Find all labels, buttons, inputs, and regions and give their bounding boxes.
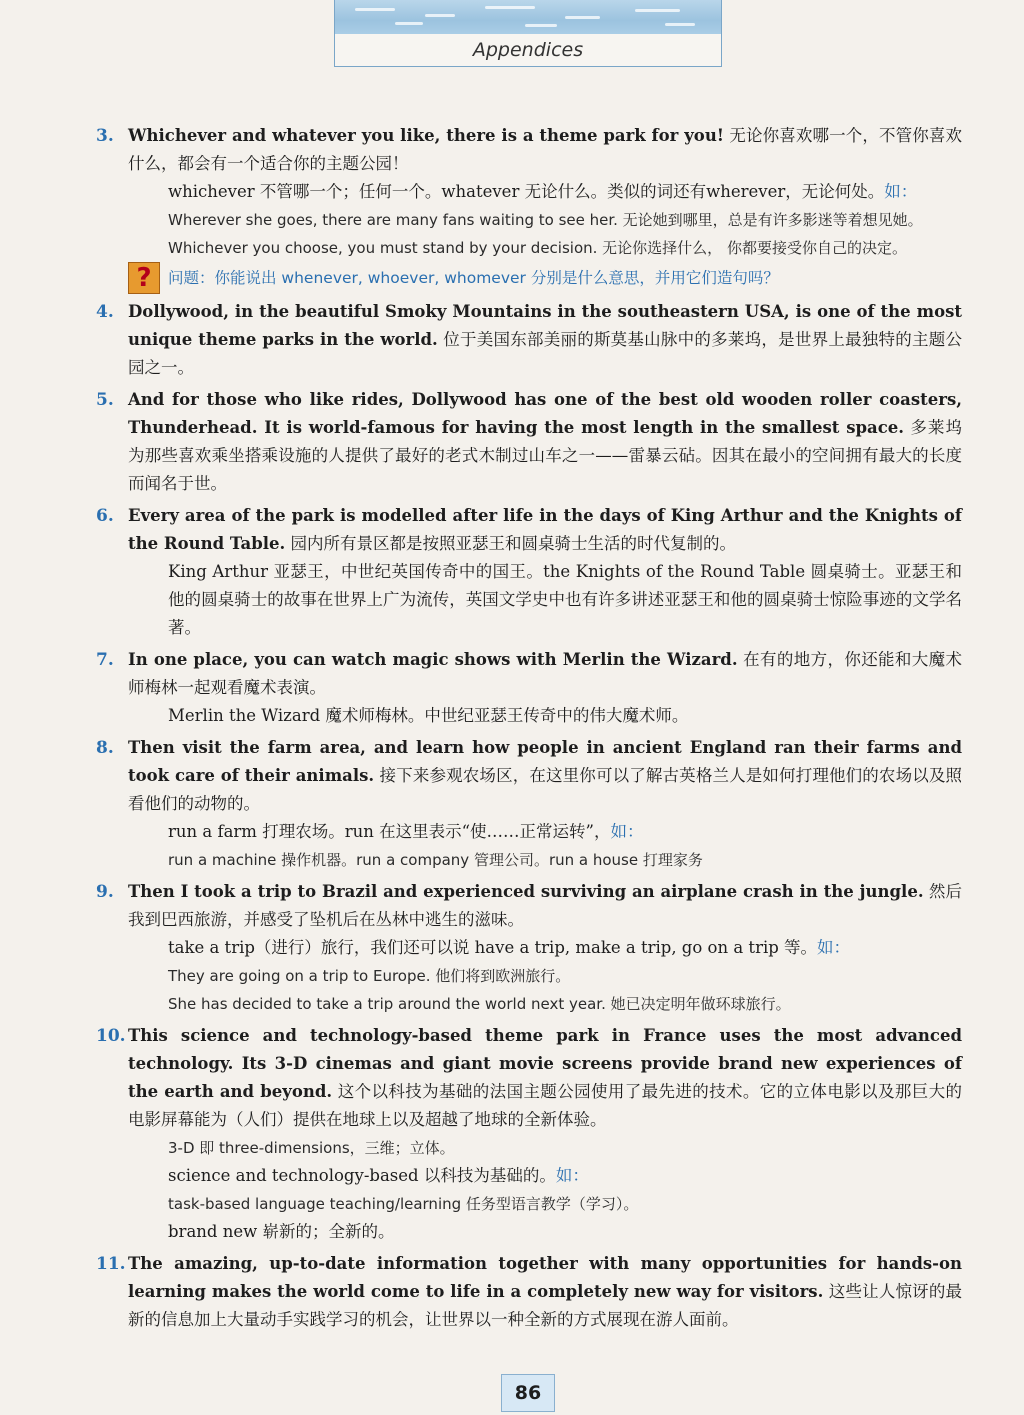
note-item [96,646,962,730]
chinese-translation: 在有的地方，你还能和大魔术师梅林一起观看魔术表演。 [128,650,962,697]
header-decoration [334,0,722,34]
note-text: 3-D 即 three-dimensions，三维；立体。 [168,1139,455,1157]
example-sentence [128,1190,962,1218]
note-item [96,1022,962,1246]
example-marker: 如： [884,182,918,201]
item-number: 5. [96,390,114,410]
example-marker: 如： [817,938,851,957]
chinese-translation: 这个以科技为基础的法国主题公园使用了最先进的技术。它的立体电影以及那巨大的电影屏幕能为（人们）提供在地球上以及超越了地球的全新体验。 [128,1082,962,1129]
item-number: 10. [96,1026,126,1046]
item-number: 3. [96,126,114,146]
item-number: 11. [96,1254,126,1274]
example-marker: 如： [610,822,644,841]
item-sentence [128,1022,962,1134]
note-text: King Arthur 亚瑟王，中世纪英国传奇中的国王。the Knights of the Round Table 圆桌骑士。亚瑟王和他的圆桌骑士的故事在世界上广为流传，英国文学史中也有许多讲述亚瑟王和他的圆桌骑士惊险事迹的文学名著。 [168,562,962,637]
item-sentence [128,1250,962,1334]
note-item [96,502,962,642]
item-sentence [128,878,962,934]
explanation-note [128,934,962,962]
item-sentence [128,298,962,382]
item-number: 4. [96,302,114,322]
chinese-translation: 无论你喜欢哪一个，不管你喜欢什么，都会有一个适合你的主题公园！ [128,126,962,173]
english-sentence: Dollywood, in the beautiful Smoky Mountains in the southeastern USA, is one of the most unique theme parks in the world. [128,302,962,349]
note-text: run a machine 操作机器。run a company 管理公司。run a house 打理家务 [168,851,703,869]
note-text: whichever 不管哪一个；任何一个。whatever 无论什么。类似的词还有wherever，无论何处。 [168,182,885,201]
chinese-translation: 接下来参观农场区，在这里你可以了解古英格兰人是如何打理他们的农场以及照看他们的动物的。 [128,766,963,813]
english-sentence: Then visit the farm area, and learn how people in ancient England ran their farms and took care of their animals. [128,738,962,785]
item-number: 7. [96,650,114,670]
chinese-translation: 这些让人惊讶的最新的信息加上大量动手实践学习的机会，让世界以一种全新的方式展现在游人面前。 [128,1282,963,1329]
note-text: Whichever you choose, you must stand by your decision. 无论你选择什么， 你都要接受你自己的决定。 [168,239,907,257]
note-text: science and technology-based 以科技为基础的。 [168,1166,556,1185]
question-prompt [128,262,962,294]
item-number: 6. [96,506,114,526]
chinese-translation: 多莱坞为那些喜欢乘坐搭乘设施的人提供了最好的老式木制过山车之一——雷暴云砧。因其在最小的空间拥有最大的长度而闻名于世。 [128,418,962,493]
question-mark-icon: ? [128,262,160,294]
chinese-translation: 位于美国东部美丽的斯莫基山脉中的多莱坞，是世界上最独特的主题公园之一。 [128,330,963,377]
english-sentence: The amazing, up-to-date information together with many opportunities for hands-on learning makes the world come to life in a completely new way for visitors. [128,1254,962,1301]
note-text: She has decided to take a trip around the world next year. 她已决定明年做环球旅行。 [168,995,791,1013]
note-item [96,298,962,382]
chinese-translation: 然后我到巴西旅游，并感受了坠机后在丛林中逃生的滋味。 [128,882,962,929]
note-text: brand new 崭新的；全新的。 [168,1222,395,1241]
note-text: task-based language teaching/learning 任务型语言教学（学习）。 [168,1195,639,1213]
item-number: 9. [96,882,114,902]
english-sentence: In one place, you can watch magic shows with Merlin the Wizard. [128,650,738,669]
item-sentence [128,502,962,558]
note-item [96,386,962,498]
note-text: run a farm 打理农场。run 在这里表示“使……正常运转”， [168,822,611,841]
example-marker: 如： [555,1166,589,1185]
note-item [96,734,962,874]
item-sentence [128,122,962,178]
note-text: Wherever she goes, there are many fans waiting to see her. 无论她到哪里，总是有许多影迷等着想见她。 [168,211,923,229]
example-sentence [128,1134,962,1162]
note-item [96,122,962,262]
example-sentence [128,962,962,990]
explanation-note [128,1162,962,1190]
item-sentence [128,646,962,702]
item-number: 8. [96,738,114,758]
explanation-note [128,558,962,642]
note-text: Merlin the Wizard 魔术师梅林。中世纪亚瑟王传奇中的伟大魔术师。 [168,706,689,725]
explanation-note [128,178,962,206]
note-text: take a trip（进行）旅行，我们还可以说 have a trip, make a trip, go on a trip 等。 [168,938,818,957]
note-item [96,878,962,1018]
example-sentence [128,234,962,262]
explanation-note [128,702,962,730]
explanation-note [128,1218,962,1246]
english-sentence: Whichever and whatever you like, there is a theme park for you! [128,126,725,145]
example-sentence [128,846,962,874]
item-sentence [128,734,962,818]
example-sentence [128,206,962,234]
english-sentence: Every area of the park is modelled after life in the days of King Arthur and the Knights of the Round Table. [128,506,962,553]
section-title: Appendices [334,34,722,67]
notes-list [96,122,962,1338]
question-text: 问题：你能说出 whenever, whoever, whomever 分别是什么意思，并用它们造句吗？ [168,269,779,287]
note-text: They are going on a trip to Europe. 他们将到欧洲旅行。 [168,967,571,985]
english-sentence: And for those who like rides, Dollywood has one of the best old wooden roller coasters, Thunderhead. It is world-famous for having the most length in the smallest space. [128,390,962,437]
english-sentence: This science and technology-based theme park in France uses the most advanced technology. Its 3-D cinemas and giant movie screens provide brand new experiences of the earth and beyond. [128,1026,962,1101]
explanation-note [128,818,962,846]
note-item [96,1250,962,1334]
item-sentence [128,386,962,498]
example-sentence [128,990,962,1018]
chinese-translation: 园内所有景区都是按照亚瑟王和圆桌骑士生活的时代复制的。 [285,534,737,553]
page-number: 86 [501,1374,555,1412]
english-sentence: Then I took a trip to Brazil and experienced surviving an airplane crash in the jungle. [128,882,924,901]
